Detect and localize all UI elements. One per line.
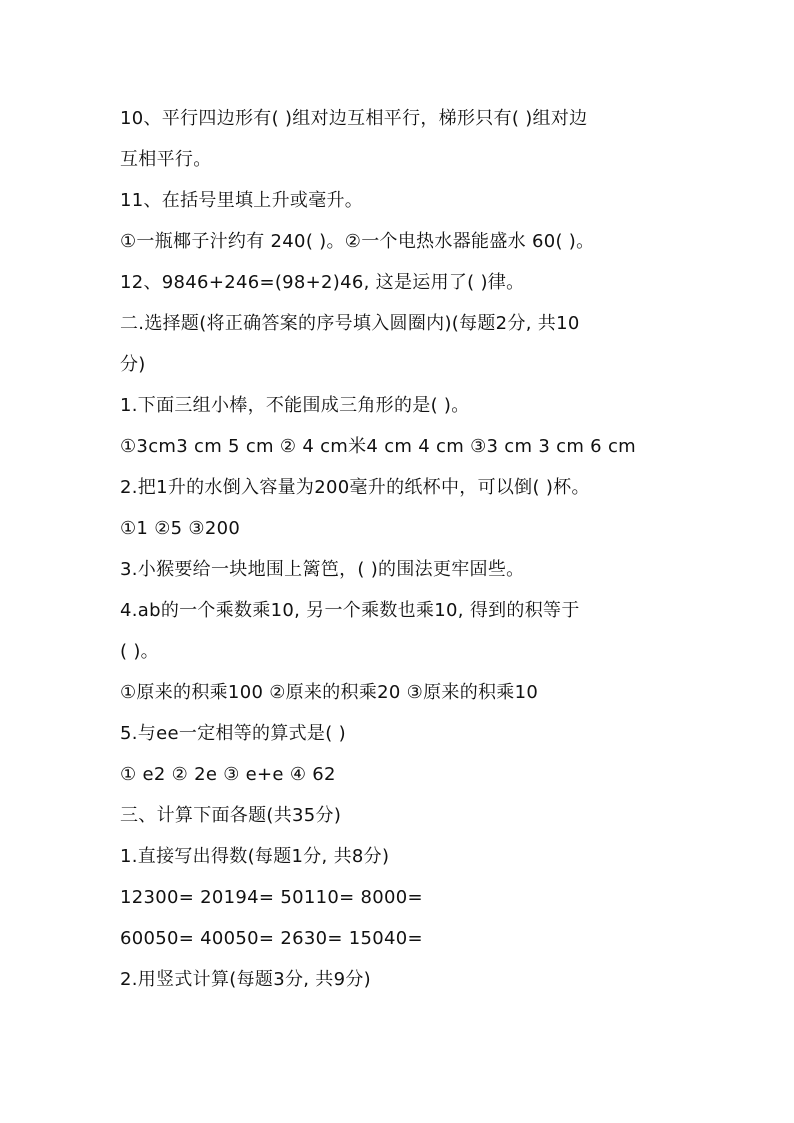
section-2-heading-line-2: 分) [120, 354, 146, 375]
section-2-heading-line-1: 二.选择题(将正确答案的序号填入圆圈内)(每题2分, 共10 [120, 313, 580, 334]
calc-row-2: 60050= 40050= 2630= 15040= [120, 928, 423, 949]
calc-part-1-heading: 1.直接写出得数(每题1分, 共8分) [120, 846, 390, 867]
choice-question-2: 2.把1升的水倒入容量为200毫升的纸杯中，可以倒( )杯。 [120, 477, 590, 498]
document-body [120, 98, 700, 1000]
choice-question-5: 5.与ee一定相等的算式是( ) [120, 723, 346, 744]
choice-question-4-options: ①原来的积乘100 ②原来的积乘20 ③原来的积乘10 [120, 682, 539, 703]
choice-question-1: 1.下面三组小棒，不能围成三角形的是( )。 [120, 395, 470, 416]
question-11: 11、在括号里填上升或毫升。 [120, 190, 364, 211]
calc-part-2-heading: 2.用竖式计算(每题3分, 共9分) [120, 969, 371, 990]
choice-question-3: 3.小猴要给一块地围上篱笆，( )的围法更牢固些。 [120, 559, 525, 580]
choice-question-4-line-2: ( )。 [120, 641, 159, 662]
question-10-line-1: 10、平行四边形有( )组对边互相平行，梯形只有( )组对边 [120, 108, 588, 129]
choice-question-1-options: ①3cm3 cm 5 cm ② 4 cm米4 cm 4 cm ③3 cm 3 cm 6 cm [120, 436, 636, 457]
choice-question-2-options: ①1 ②5 ③200 [120, 518, 241, 539]
section-3-heading: 三、计算下面各题(共35分) [120, 805, 342, 826]
question-10-line-2: 互相平行。 [120, 149, 212, 170]
question-12: 12、9846+246=(98+2)46, 这是运用了( )律。 [120, 272, 525, 293]
choice-question-5-options: ① e2 ② 2e ③ e+e ④ 62 [120, 764, 336, 785]
choice-question-4-line-1: 4.ab的一个乘数乘10, 另一个乘数也乘10, 得到的积等于 [120, 600, 580, 621]
question-11-items: ①一瓶椰子汁约有 240( )。②一个电热水器能盛水 60( )。 [120, 231, 595, 252]
calc-row-1: 12300= 20194= 50110= 8000= [120, 887, 423, 908]
